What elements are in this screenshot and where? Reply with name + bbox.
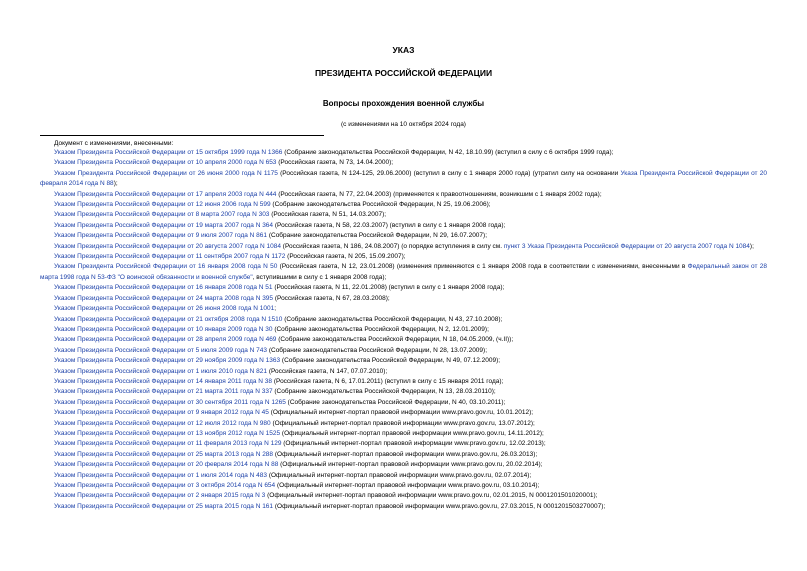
amendment-item (40, 304, 767, 314)
amendment-item (40, 294, 767, 304)
amendment-item (40, 283, 767, 293)
amendment-link[interactable]: Указом Президента Российской Федерации от 21 октября 2008 года N 1510 (54, 315, 283, 323)
amendment-text: (Российская газета, N 147, 07.07.2010); (267, 367, 388, 375)
amendment-link[interactable]: Указом Президента Российской Федерации от 28 апреля 2009 года N 469 (54, 336, 277, 344)
amendment-link[interactable]: Указом Президента Российской Федерации от 25 марта 2015 года N 161 (54, 502, 274, 510)
amendment-item (40, 315, 767, 325)
amendment-link[interactable]: Указом Президента Российской Федерации от 14 января 2011 года N 38 (54, 377, 273, 385)
amendments-list (40, 148, 767, 512)
amendment-text: (Официальный интернет-портал правовой информации www.pravo.gov.ru, 20.02.2014); (278, 461, 543, 469)
amendment-link[interactable]: Указом Президента Российской Федерации от 3 октября 2014 года N 654 (54, 482, 276, 489)
amendment-text: (Собрание законодательства Российской Федерации, N 25, 19.06.2006); (270, 201, 491, 209)
amendment-text: (Официальный интернет-портал правовой информации www.pravo.gov.ru, 02.01.2015, N 0001201501020001); (265, 492, 598, 500)
amendment-link[interactable]: Указом Президента Российской Федерации от 24 марта 2008 года N 395 (54, 294, 274, 302)
amendment-text: (Российская газета, N 124-125, 29.06.2000) (вступил в силу с 1 января 2000 года) (утратил силу на основании (277, 169, 621, 177)
amendment-text: (Собрание законодательства Российской Федерации, N 2, 12.01.2009); (272, 325, 489, 333)
amendment-text: (Российская газета, N 6, 17.01.2011) (вступил в силу с 15 января 2011 года); (272, 377, 504, 385)
amendment-text: ); (749, 242, 754, 250)
amendment-text: (Официальный интернет-портал правовой информации www.pravo.gov.ru, 14.11.2012); (280, 429, 544, 437)
amendment-item (40, 158, 767, 168)
amendment-text: (Собрание законодательства Российской Федерации, N 29, 16.07.2007); (267, 232, 488, 240)
amendment-link[interactable]: Указом Президента Российской Федерации от 19 марта 2007 года N 364 (54, 221, 274, 229)
amendment-link[interactable]: Указом Президента Российской Федерации от 12 июня 2006 года N 599 (54, 201, 271, 209)
amendment-text: (Российская газета, N 205, 15.09.2007); (285, 253, 406, 261)
amendment-item (40, 200, 767, 210)
amendment-item (40, 502, 767, 512)
amendment-link[interactable]: Указом Президента Российской Федерации от 8 марта 2007 года N 303 (54, 211, 270, 219)
amendment-text: (Официальный интернет-портал правовой информации www.pravo.gov.ru, 27.03.2015, N 0001201503270007); (273, 502, 606, 510)
edition-note: (с изменениями на 10 октября 2024 года) (341, 121, 466, 128)
amendment-text: (Собрание законодательства Российской Федерации, N 18, 04.05.2009, (ч.II)); (276, 336, 514, 344)
amendment-item (40, 356, 767, 366)
amendment-item (40, 471, 767, 481)
amendment-item (40, 335, 767, 345)
issuer-title: ПРЕЗИДЕНТА РОССИЙСКОЙ ФЕДЕРАЦИИ (314, 68, 493, 78)
amendment-link[interactable]: Указом Президента Российской Федерации от 15 октября 1999 года N 1366 (54, 149, 283, 156)
amendment-text: (Российская газета, N 67, 28.03.2008); (273, 294, 390, 302)
amendment-text: ; (274, 305, 277, 313)
amendment-item (40, 252, 767, 262)
amendment-link[interactable]: Указом Президента Российской Федерации от 30 сентября 2011 года N 1265 (54, 398, 286, 406)
amendment-link[interactable]: Указом Президента Российской Федерации от 9 января 2012 года N 45 (54, 409, 269, 417)
amendment-link[interactable]: Указом Президента Российской Федерации от 16 января 2008 года N 51 (54, 284, 273, 292)
amendment-item (40, 429, 767, 439)
amendment-item (40, 169, 767, 190)
amendment-text: (Официальный интернет-портал правовой информации www.pravo.gov.ru, 10.01.2012); (268, 409, 534, 417)
amendment-text: (Официальный интернет-портал правовой информации www.pravo.gov.ru, 02.07.2014); (267, 471, 532, 479)
amendment-item (40, 346, 767, 356)
amendment-text: (Российская газета, N 58, 22.03.2007) (вступил в силу с 1 января 2008 года); (273, 221, 506, 229)
amendment-item (40, 210, 767, 220)
amendment-item (40, 377, 767, 387)
amendment-link[interactable]: Указом Президента Российской Федерации от 16 января 2008 года N 50 (54, 263, 278, 271)
amendment-text: (Официальный интернет-портал правовой информации www.pravo.gov.ru, 03.10.2014); (275, 482, 540, 489)
amendment-link[interactable]: Указа Президента Российской Федерации от 20 февраля 2014 года N 88 (40, 169, 767, 188)
amendment-link[interactable]: Указом Президента Российской Федерации от 25 марта 2013 года N 288 (54, 450, 274, 458)
amendment-item (40, 242, 767, 252)
amendment-item (40, 491, 767, 501)
amendment-link[interactable]: Указом Президента Российской Федерации от 1 июля 2010 года N 821 (54, 367, 268, 375)
amendment-item (40, 190, 767, 200)
amendment-link[interactable]: пункт 3 Указа Президента Российской Федерации от 20 августа 2007 года N 1084 (503, 242, 750, 250)
amendment-text: (Официальный интернет-портал правовой информации www.pravo.gov.ru, 13.07.2012); (270, 419, 535, 427)
amendment-link[interactable]: Указом Президента Российской Федерации от 5 июля 2009 года N 743 (54, 346, 268, 354)
amendment-item (40, 481, 767, 491)
amendment-link[interactable]: Указом Президента Российской Федерации от 26 июня 2008 года N 1001 (54, 305, 275, 313)
amendment-text: (Собрание законодательства Российской Федерации, N 49, 07.12.2009); (280, 357, 501, 365)
amendment-link[interactable]: Указом Президента Российской Федерации от 12 июля 2012 года N 980 (54, 419, 271, 427)
amendment-text: (Российская газета, N 12, 23.01.2008) (изменения применяются с 1 января 2008 года в соответствии с изменениями, внесенными в (277, 263, 688, 271)
amendment-link[interactable]: Указом Президента Российской Федерации от 13 ноября 2012 года N 1525 (54, 429, 281, 437)
amendment-text: (Российская газета, N 11, 22.01.2008) (вступил в силу с 1 января 2008 года); (272, 284, 505, 292)
amendment-item (40, 231, 767, 241)
amendment-text: (Собрание законодательства Российской Федерации, N 43, 27.10.2008); (282, 315, 503, 323)
amendment-link[interactable]: Указом Президента Российской Федерации от 10 января 2009 года N 30 (54, 325, 273, 333)
amendment-text: ); (113, 180, 118, 188)
amendment-link[interactable]: Указом Президента Российской Федерации от 21 марта 2011 года N 337 (54, 388, 273, 396)
amendment-link[interactable]: Указом Президента Российской Федерации от 17 апреля 2003 года N 444 (54, 190, 277, 198)
amendment-item (40, 460, 767, 470)
amendment-text: , вступившими в силу с 1 января 2008 года); (252, 273, 387, 281)
amendment-item (40, 221, 767, 231)
amendment-item (40, 262, 767, 283)
amendment-item (40, 367, 767, 377)
amendment-text: (Собрание законодательства Российской Федерации, N 40, 03.10.2011); (285, 398, 506, 406)
amendment-link[interactable]: Указом Президента Российской Федерации от 2 января 2015 года N 3 (54, 492, 266, 500)
amendment-link[interactable]: Указом Президента Российской Федерации от 26 июня 2000 года N 1175 (54, 169, 278, 177)
amendment-link[interactable]: Указом Президента Российской Федерации от 20 августа 2007 года N 1084 (54, 242, 281, 250)
amendment-text: (Российская газета, N 77, 22.04.2003) (применяется к правоотношениям, возникшим с 1 января 2002 года); (276, 190, 602, 198)
amendment-text: (Официальный интернет-портал правовой информации www.pravo.gov.ru, 12.02.2013); (281, 440, 546, 448)
amendment-item (40, 387, 767, 397)
document-subject: Вопросы прохождения военной службы (322, 99, 485, 108)
amendment-link[interactable]: Указом Президента Российской Федерации от 1 июля 2014 года N 483 (54, 471, 268, 479)
amendment-link[interactable]: Указом Президента Российской Федерации от 9 июля 2007 года N 861 (54, 232, 268, 240)
amendments-intro: Документ с изменениями, внесенными: (54, 140, 174, 147)
amendment-link[interactable]: Федеральный закон от 28 марта 1998 года N 53-ФЗ "О воинской обязанности и военной службе" (40, 263, 768, 281)
amendment-item (40, 408, 767, 418)
amendment-link[interactable]: Указом Президента Российской Федерации от 20 февраля 2014 года N 88 (54, 461, 279, 469)
header-divider (40, 135, 324, 136)
amendment-text: (Российская газета, N 73, 14.04.2000); (276, 159, 394, 167)
amendment-link[interactable]: Указом Президента Российской Федерации от 11 февраля 2013 года N 129 (54, 440, 282, 448)
amendment-link[interactable]: Указом Президента Российской Федерации от 29 ноября 2009 года N 1363 (54, 357, 281, 365)
amendment-text: (Официальный интернет-портал правовой информации www.pravo.gov.ru, 26.03.2013); (273, 450, 538, 458)
amendment-item (40, 325, 767, 335)
document-type-title: УКАЗ (392, 45, 415, 55)
amendment-link[interactable]: Указом Президента Российской Федерации от 10 апреля 2000 года N 653 (54, 159, 277, 167)
amendment-text: (Российская газета, N 51, 14.03.2007); (269, 211, 387, 219)
amendment-item (40, 450, 767, 460)
amendment-text: (Российская газета, N 186, 24.08.2007) (о порядке вступления в силу см. (280, 242, 504, 250)
amendment-item (40, 419, 767, 429)
amendment-text: (Собрание законодательства Российской Федерации, N 28, 13.07.2009); (267, 346, 488, 354)
amendment-link[interactable]: Указом Президента Российской Федерации от 11 сентября 2007 года N 1172 (54, 253, 286, 261)
amendment-item (40, 398, 767, 408)
amendment-item (40, 148, 767, 158)
amendment-text: (Собрание законодательства Российской Федерации, N 13, 28.03.20110); (272, 388, 496, 396)
amendment-item (40, 439, 767, 449)
amendment-text: (Собрание законодательства Российской Федерации, N 42, 18.10.99) (вступил в силу с 6 октября 1999 года); (282, 149, 614, 156)
